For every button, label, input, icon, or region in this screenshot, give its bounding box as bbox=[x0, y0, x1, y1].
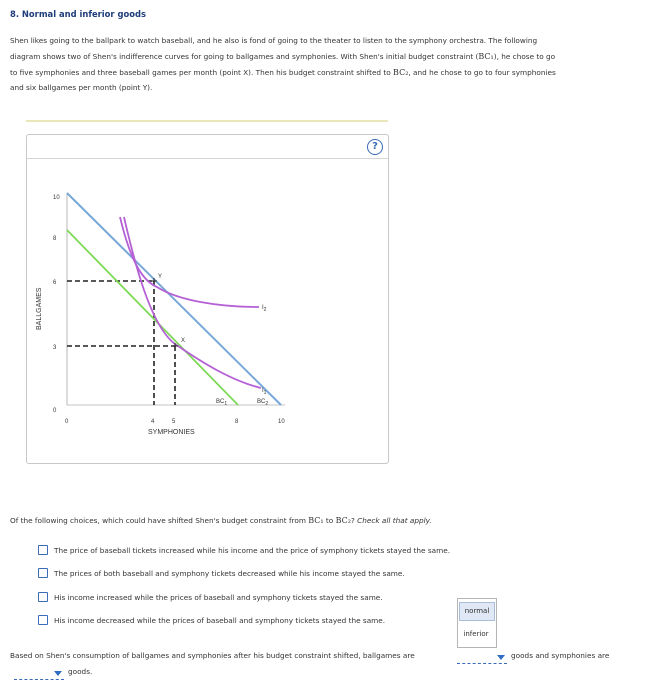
indifference-curve-i2 bbox=[120, 217, 259, 307]
ballgames-goods-select[interactable] bbox=[457, 651, 507, 664]
question-title: 8. Normal and inferior goods bbox=[10, 9, 146, 19]
answer-text-middle: goods and symphonies are bbox=[511, 651, 610, 660]
indifference-curve-i1 bbox=[124, 217, 261, 388]
choice-option-3[interactable]: His income increased while the prices of baseball and symphony tickets stayed the same. bbox=[38, 592, 383, 602]
indifference-graph bbox=[27, 135, 388, 463]
chevron-down-icon bbox=[54, 671, 62, 676]
y-tick-6: 6 bbox=[53, 280, 57, 286]
point-x-label: X bbox=[181, 338, 186, 344]
answer-text-start: Based on Shen's consumption of ballgames and symphonies after his budget constraint shifted, ballgames are bbox=[10, 651, 415, 660]
symphonies-goods-select[interactable] bbox=[14, 667, 64, 680]
dropdown-menu[interactable] bbox=[457, 598, 497, 648]
choice-prompt: Of the following choices, which could have shifted Shen's budget constraint from BC₁ to BC₂? Check all that apply. bbox=[10, 516, 432, 525]
point-y-label: Y bbox=[158, 274, 163, 280]
guide-lines bbox=[67, 281, 175, 405]
i2-label: $I_2$ bbox=[262, 305, 267, 313]
y-tick-3: 3 bbox=[53, 345, 57, 351]
checkbox[interactable] bbox=[38, 568, 48, 578]
answer-text-end: goods. bbox=[68, 667, 93, 676]
graph-panel bbox=[26, 134, 389, 464]
x-axis-label: SYMPHONIES bbox=[148, 429, 195, 436]
x-tick-5: 5 bbox=[172, 419, 176, 425]
checkbox[interactable] bbox=[38, 545, 48, 555]
chevron-down-icon bbox=[497, 655, 505, 660]
x-tick-4: 4 bbox=[151, 419, 155, 425]
x-tick-8: 8 bbox=[235, 419, 239, 425]
question-paragraph: Shen likes going to the ballpark to watch baseball, and he also is fond of going to the theater to listen to the symphony orchestra. The following diagram shows two of Shen's indifference curves for going to ballgames and symphonies. With Shen's initial budget constraint (BC₁), he chose to go to five symphonies and three baseball games per month (point X). Then his budget constraint shifted to BC₂, and he chose to go to four symphonies and six ballgames per month (point Y). bbox=[10, 36, 556, 93]
bc1-line bbox=[67, 230, 238, 405]
dropdown-option-normal[interactable]: normal bbox=[459, 602, 495, 621]
checkbox[interactable] bbox=[38, 592, 48, 602]
choice-option-1[interactable]: The price of baseball tickets increased while his income and the price of symphony tickets stayed the same. bbox=[38, 545, 450, 555]
dropdown-option-inferior[interactable]: inferior bbox=[463, 630, 489, 638]
bc1-label: $BC_1$ bbox=[216, 399, 228, 407]
bc2-label: $BC_2$ bbox=[257, 399, 269, 407]
checkbox[interactable] bbox=[38, 615, 48, 625]
i1-label: $I_1$ bbox=[262, 388, 267, 396]
help-icon[interactable]: ? bbox=[367, 139, 383, 155]
y-axis-label: BALLGAMES bbox=[36, 287, 43, 330]
divider bbox=[26, 120, 388, 122]
bc2-line bbox=[67, 193, 281, 405]
y-tick-0: 0 bbox=[53, 408, 57, 414]
choice-option-2[interactable]: The prices of both baseball and symphony tickets decreased while his income stayed the same. bbox=[38, 568, 405, 578]
y-tick-10: 10 bbox=[53, 195, 60, 201]
y-tick-8: 8 bbox=[53, 236, 57, 242]
x-tick-10: 10 bbox=[278, 419, 285, 425]
x-tick-0: 0 bbox=[65, 419, 69, 425]
choice-option-4[interactable]: His income decreased while the prices of baseball and symphony tickets stayed the same. bbox=[38, 615, 385, 625]
